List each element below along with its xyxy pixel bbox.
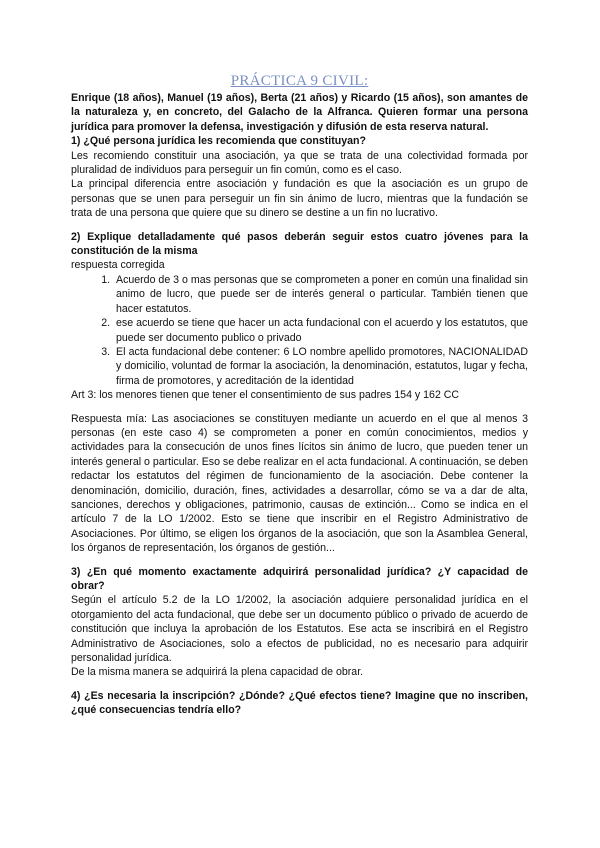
answer-1-paragraph-1: Les recomiendo constituir una asociación, ya que se trata de una colectividad formada por pluralidad de individuos para perseguir un fin común, como es el caso. (71, 149, 528, 177)
answer-3-paragraph-2: De la misma manera se adquirirá la plena capacidad de obrar. (71, 666, 364, 679)
answer-3-paragraph-1: Según el artículo 5.2 de la LO 1/2002, la asociación adquiere personalidad jurídica en el otorgamiento del acta fundacional, que debe ser un documento público o privado de acuerdo de constitución que incluya la aprobación de los Estatutos. Ese acta se inscribirá en el Registro Administrativo de Asociaciones, solo a efectos de publicidad, no es necesario para adquirir personalidad jurídica. (71, 594, 528, 665)
question-3: 3) ¿En qué momento exactamente adquirirá personalidad jurídica? ¿Y capacidad de obrar? (71, 565, 528, 592)
steps-list (71, 273, 528, 388)
intro-paragraph: Enrique (18 años), Manuel (19 años), Berta (21 años) y Ricardo (15 años), son amantes de la naturaleza y, en concreto, del Galacho de la Alfranca. Quieren formar una persona jurídica para promover la defensa, investigación y difusión de esta reserva natural. (71, 92, 528, 133)
document-page (71, 72, 528, 718)
step-item-2: 2. ese acuerdo se tiene que hacer un acta fundacional con el acuerdo y los estatutos, que puede ser documento publico o privado (113, 316, 528, 345)
answer-1-paragraph-2: La principal diferencia entre asociación y fundación es que la asociación es un grupo de personas que se unen para perseguir un fin sin ánimo de lucro, mientras que la fundación se trata de una persona que quiere que su dinero se destine a un fin no lucrativo. (71, 178, 528, 220)
question-1: 1) ¿Qué persona jurídica les recomienda que constituyan? (71, 135, 366, 148)
corrected-label: respuesta corregida (71, 259, 165, 272)
step-item-3: 3. El acta fundacional debe contener: 6 LO nombre apellido promotores, NACIONALIDAD y domicilio, voluntad de formar la asociación, la denominación, estatutos, lugar y fecha, firma de promotores, y acreditación de la identidad (113, 345, 528, 388)
my-answer-paragraph: Respuesta mía: Las asociaciones se constituyen mediante un acuerdo en el que al menos 3 personas (en este caso 4) se comprometen a poner en común conocimientos, medios y actividades para la consecución de unos fines lícitos sin ánimo de lucro, que pueden tener un interés general o particular. Eso se debe realizar en el acta fundacional. A continuación, se deben redactar los estatutos del régimen de funcionamiento de la asociación. Debe contener la denominación, domicilio, duración, fines, actividades a desarrollar, cómo se va a dar de alta, sanciones, derechos y obligaciones, patrimonio, causas de extinción... Como se indica en el artículo 7 de la LO 1/2002. Esto se tiene que inscribir en el Registro Administrativo de Asociaciones. Por último, se eligen los órganos de la asociación, que son la Asamblea General, los órganos de representación, los órganos de gestión... (71, 412, 529, 555)
page-title: PRÁCTICA 9 CIVIL: (230, 73, 369, 89)
question-4: 4) ¿Es necesaria la inscripción? ¿Dónde? ¿Qué efectos tiene? Imagine que no inscriben, ¿qué consecuencias tendría ello? (71, 689, 528, 717)
art-note: Art 3: los menores tienen que tener el consentimiento de sus padres 154 y 162 CC (71, 389, 460, 402)
step-item-1: 1. Acuerdo de 3 o mas personas que se comprometen a poner en común una finalidad sin animo de lucro, que puede ser de interés general o particular. También tienen que hacer estatutos. (113, 273, 528, 316)
question-2: 2) Explique detalladamente qué pasos deberán seguir estos cuatro jóvenes para la constitución de la misma (71, 230, 528, 258)
